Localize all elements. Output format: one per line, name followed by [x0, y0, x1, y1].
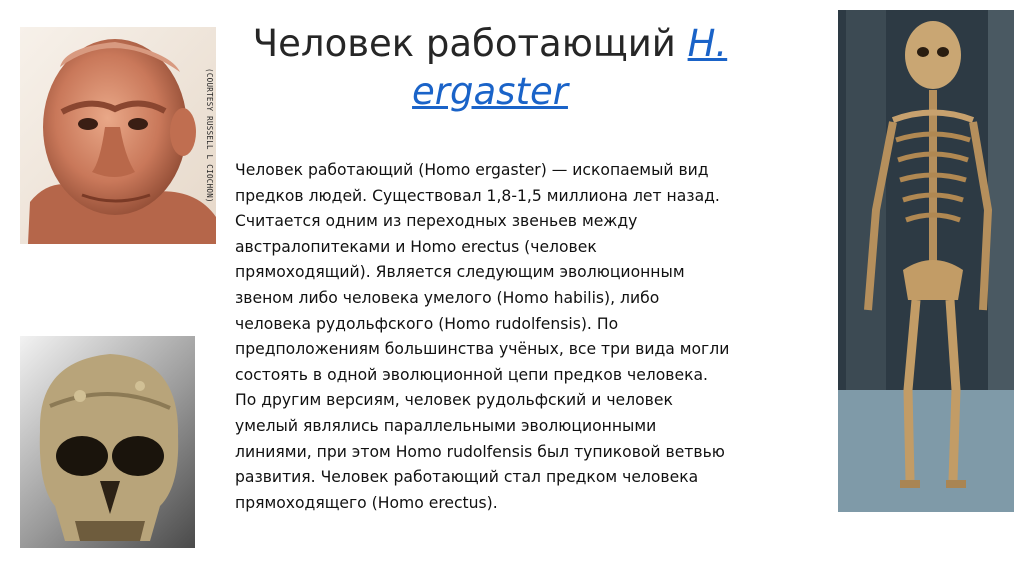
- body-line: человека рудольфского (Homo rudolfensis). По: [235, 314, 619, 333]
- body-line: австралопитеками и Homo erectus (человек: [235, 237, 597, 256]
- title-link-h[interactable]: H.: [687, 22, 728, 65]
- skeleton-image: [838, 10, 1014, 512]
- body-paragraph: [235, 158, 795, 516]
- skull-image: [20, 336, 195, 548]
- body-line: прямоходящего (Homo erectus).: [235, 493, 498, 512]
- body-line: состоять в одной эволюционной цепи предков человека.: [235, 365, 709, 384]
- body-line: развития. Человек работающий стал предком человека: [235, 468, 699, 487]
- body-line: Считается одним из переходных звеньев между: [235, 212, 638, 231]
- body-line: прямоходящий). Является следующим эволюционным: [235, 263, 685, 282]
- face-reconstruction-image: [20, 27, 216, 244]
- title-link-ergaster[interactable]: ergaster: [412, 70, 568, 113]
- body-line: линиями, при этом Homo rudolfensis был тупиковой ветвью: [235, 442, 725, 461]
- photo-credit: (COURTESY RUSSELL L CIOCHON): [205, 67, 214, 203]
- body-line: предков людей. Существовал 1,8-1,5 миллиона лет назад.: [235, 186, 720, 205]
- body-line: Человек работающий (Homo ergaster) — ископаемый вид: [235, 161, 709, 179]
- title-text: Человек работающий: [252, 22, 688, 65]
- slide-title: [220, 20, 760, 116]
- body-line: По другим версиям, человек рудольфский и человек: [235, 391, 673, 410]
- body-line: звеном либо человека умелого (Homo habilis), либо: [235, 288, 660, 307]
- body-line: умелый являлись параллельными эволюционными: [235, 416, 657, 435]
- body-line: предположениям большинства учёных, все три вида могли: [235, 340, 730, 359]
